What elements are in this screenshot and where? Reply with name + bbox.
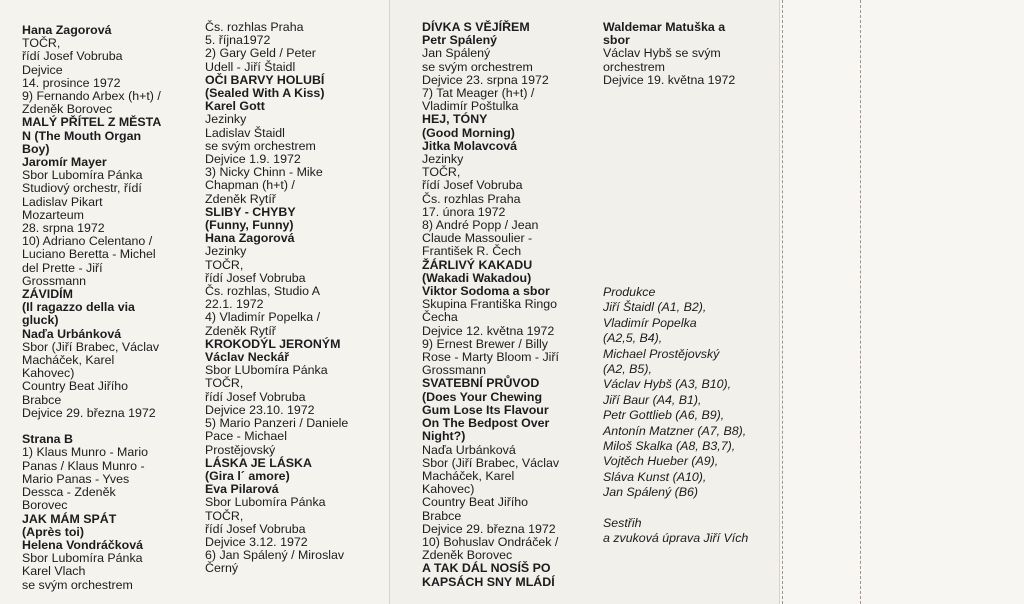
text-line: Rose - Marty Bloom - Jiří	[422, 350, 560, 365]
text-line: Ladislav Pikart	[22, 194, 103, 209]
bold-line: KAPSÁCH SNY MLÁDÍ	[422, 574, 555, 589]
text-line: Vladimír Poštulka	[422, 99, 519, 114]
text-line: Claude Massoulier -	[422, 231, 533, 246]
bold-line: OČI BARVY HOLUBÍ	[205, 72, 325, 87]
text-line: Udell - Jiří Štaidl	[205, 59, 296, 74]
text-line: TOČR,	[22, 36, 61, 51]
text-line: Grossmann	[22, 273, 87, 288]
text-column-2	[205, 21, 348, 576]
bold-line: JAK MÁM SPÁT	[22, 511, 117, 526]
text-line: Naďa Urbánková	[422, 442, 516, 457]
text-line: Macháček, Karel	[422, 468, 515, 483]
text-column-3	[422, 21, 559, 589]
bold-line: N (The Mouth Organ	[22, 128, 142, 143]
text-line: Country Beat Jiřího	[22, 379, 129, 394]
text-line: Čs. rozhlas Praha	[205, 20, 304, 34]
bold-line: (Gira l´ amore)	[205, 468, 290, 483]
bold-line: DÍVKA S VĚJÍŘEM	[422, 20, 530, 34]
text-line: Grossmann	[422, 363, 487, 378]
text-line: Produkce	[603, 285, 656, 299]
text-line: Vladimír Popelka	[603, 315, 697, 330]
text-line: Michael Prostějovský	[603, 346, 720, 361]
bold-line: Hana Zagorová	[22, 23, 112, 37]
text-line: 2) Gary Geld / Peter	[205, 46, 316, 61]
text-line: Sestřih	[603, 516, 642, 531]
text-line: Čecha	[422, 310, 458, 325]
text-line: se svým orchestrem	[422, 59, 533, 74]
text-line: Karel Vlach	[22, 564, 86, 579]
bold-line: (Good Morning)	[422, 125, 515, 140]
blank-line	[603, 501, 748, 516]
bold-line: SLIBY - CHYBY	[205, 204, 296, 219]
text-line: Jezinky	[422, 152, 464, 167]
text-line: 7) Tat Meager (h+t) /	[422, 86, 535, 101]
text-line: 3) Nicky Chinn - Mike	[205, 165, 323, 180]
text-line: Mozarteum	[22, 207, 84, 222]
text-line: Antonín Matzner (A7, B8),	[603, 423, 747, 438]
text-line: Jan Spálený (B6)	[603, 485, 699, 500]
text-line: Kahovec)	[22, 366, 75, 381]
text-line: řídí Josef Vobruba	[205, 521, 306, 536]
spine-line-1	[782, 0, 783, 604]
bold-line: MALÝ PŘÍTEL Z MĚSTA	[22, 115, 162, 130]
text-line: řídí Josef Vobruba	[422, 178, 523, 193]
text-line: Dejvice 23. srpna 1972	[422, 72, 549, 87]
text-line: Dejvice 29. března 1972	[22, 405, 156, 420]
text-line: Dejvice 12. května 1972	[422, 323, 555, 338]
text-line: Vojtěch Hueber (A9),	[603, 454, 719, 469]
bold-line: gluck)	[22, 313, 59, 328]
text-line: 9) Fernando Arbex (h+t) /	[22, 89, 161, 104]
text-line: Zdeněk Rytíř	[205, 191, 276, 206]
text-line: Ladislav Štaidl	[205, 125, 285, 140]
bold-line: Hana Zagorová	[205, 231, 295, 246]
bold-line: Waldemar Matuška a	[603, 20, 726, 34]
text-line: řídí Josef Vobruba	[205, 270, 306, 285]
text-line: se svým orchestrem	[22, 577, 133, 592]
text-line: TOČR,	[205, 376, 244, 391]
bold-line: (Après toi)	[22, 524, 84, 539]
text-column-1	[22, 24, 161, 592]
text-line: řídí Josef Vobruba	[205, 389, 306, 404]
text-line: Brabce	[422, 508, 462, 523]
text-line: Sbor LUbomíra Pánka	[205, 363, 328, 378]
text-line: (A2,5, B4),	[603, 331, 663, 346]
text-line: Miloš Skalka (A8, B3,7),	[603, 439, 736, 454]
spine-line-2	[860, 0, 861, 604]
text-line: Luciano Beretta - Michel	[22, 247, 156, 262]
bold-line: Karel Gott	[205, 99, 265, 114]
text-line: 5. října1972	[205, 33, 271, 48]
text-line: Pace - Michael	[205, 429, 287, 444]
text-line: 28. srpna 1972	[22, 221, 105, 236]
text-line: Panas / Klaus Munro -	[22, 458, 145, 473]
bold-line: A TAK DÁL NOSÍŠ PO	[422, 561, 551, 576]
text-line: 10) Bohuslav Ondráček /	[422, 534, 559, 549]
bold-line: ŽÁRLIVÝ KAKADU	[422, 257, 533, 272]
text-line: Prostějovský	[205, 442, 276, 457]
text-line: orchestrem	[603, 59, 665, 74]
text-line: TOČR,	[205, 257, 244, 272]
text-line: Jiří Štaidl (A1, B2),	[603, 300, 707, 315]
bold-line: (Sealed With A Kiss)	[205, 86, 325, 101]
bold-line: Strana B	[22, 432, 73, 447]
text-line: 8) André Popp / Jean	[422, 218, 539, 233]
text-line: 1) Klaus Munro - Mario	[22, 445, 149, 460]
text-line: 17. února 1972	[422, 204, 506, 219]
text-line: Petr Gottlieb (A6, B9),	[603, 408, 725, 423]
text-line: Country Beat Jiřího	[422, 495, 529, 510]
text-line: a zvuková úprava Jiří Vích	[603, 531, 749, 546]
bold-line: Eva Pilarová	[205, 482, 279, 497]
bold-line: SVATEBNÍ PRŮVOD	[422, 376, 540, 391]
text-line: Skupina Františka Ringo	[422, 297, 557, 312]
text-line: 22.1. 1972	[205, 297, 264, 312]
text-line: Mario Panas - Yves	[22, 471, 130, 486]
text-line: Studiový orchestr, řídí	[22, 181, 142, 196]
production-credits	[603, 285, 748, 547]
text-line: Dejvice 19. května 1972	[603, 72, 736, 87]
text-line: Sláva Kunst (A10),	[603, 469, 707, 484]
text-line: Sbor (Jiří Brabec, Václav	[422, 455, 560, 470]
text-line: Čs. rozhlas Praha	[422, 191, 521, 206]
bold-line: sbor	[603, 33, 630, 48]
bold-line: Jaromír Mayer	[22, 155, 107, 170]
text-line: TOČR,	[422, 165, 461, 180]
text-line: Chapman (h+t) /	[205, 178, 295, 193]
bold-line: Václav Neckář	[205, 350, 290, 365]
text-line: Macháček, Karel	[22, 353, 115, 368]
text-line: TOČR,	[205, 508, 244, 523]
text-line: Václav Hybš se svým	[603, 46, 721, 61]
fold-line-left	[389, 0, 390, 604]
text-line: Zdeněk Borovec	[422, 548, 513, 563]
bold-line: KROKODÝL JERONÝM	[205, 336, 341, 351]
bold-line: Helena Vondráčková	[22, 537, 143, 552]
text-line: Zdeněk Borovec	[22, 102, 113, 117]
spine-panel	[780, 0, 1024, 604]
text-line: (A2, B5),	[603, 362, 652, 377]
text-line: František R. Čech	[422, 244, 522, 259]
text-line: Jezinky	[205, 244, 247, 259]
text-line: 5) Mario Panzeri / Daniele	[205, 416, 349, 431]
text-line: Sbor Lubomíra Pánka	[22, 168, 143, 183]
text-line: Dejvice 1.9. 1972	[205, 152, 301, 167]
text-line: Brabce	[22, 392, 62, 407]
text-line: se svým orchestrem	[205, 138, 316, 153]
text-line: 10) Adriano Celentano /	[22, 234, 153, 249]
text-line: řídí Josef Vobruba	[22, 49, 123, 64]
bold-line: (Funny, Funny)	[205, 218, 294, 233]
text-column-4	[603, 21, 735, 87]
text-line: Kahovec)	[422, 482, 475, 497]
bold-line: Naďa Urbánková	[22, 326, 122, 341]
text-line: 9) Ernest Brewer / Billy	[422, 336, 549, 351]
bold-line: (Il ragazzo della via	[22, 300, 135, 315]
bold-line: ZÁVIDÍM	[22, 287, 73, 302]
bold-line: LÁSKA JE LÁSKA	[205, 455, 312, 470]
text-line: Václav Hybš (A3, B10),	[603, 377, 732, 392]
bold-line: HEJ, TÓNY	[422, 112, 488, 127]
text-line: Dessca - Zdeněk	[22, 485, 116, 500]
text-line: Borovec	[22, 498, 68, 513]
bold-line: (Wakadi Wakadou)	[422, 270, 532, 285]
text-line: Jan Spálený	[422, 46, 491, 61]
text-line: Zdeněk Rytíř	[205, 323, 276, 338]
text-line: 6) Jan Spálený / Miroslav	[205, 548, 345, 563]
text-line: 4) Vladimír Popelka /	[205, 310, 321, 325]
bold-line: On The Bedpost Over	[422, 416, 550, 431]
bold-line: Night?)	[422, 429, 466, 444]
bold-line: Jitka Molavcová	[422, 138, 518, 153]
text-line: 14. prosince 1972	[22, 75, 121, 90]
bold-line: Petr Spálený	[422, 33, 498, 48]
text-line: Dejvice 3.12. 1972	[205, 534, 308, 549]
fold-line-right	[779, 0, 780, 604]
text-line: Dejvice	[22, 62, 63, 77]
text-line: Čs. rozhlas, Studio A	[205, 284, 321, 299]
bold-line: Viktor Sodoma a sbor	[422, 284, 550, 299]
text-line: Sbor Lubomíra Pánka	[22, 551, 143, 566]
text-line: Sbor Lubomíra Pánka	[205, 495, 326, 510]
bold-line: (Does Your Chewing	[422, 389, 543, 404]
bold-line: Gum Lose Its Flavour	[422, 402, 549, 417]
text-line: Dejvice 23.10. 1972	[205, 402, 315, 417]
text-line: Dejvice 29. března 1972	[422, 521, 556, 536]
bold-line: Boy)	[22, 141, 50, 156]
text-line: Jiří Baur (A4, B1),	[603, 392, 702, 407]
text-line: del Prette - Jiří	[22, 260, 103, 275]
text-line: Černý	[205, 561, 239, 576]
text-line: Sbor (Jiří Brabec, Václav	[22, 339, 160, 354]
text-line: Jezinky	[205, 112, 247, 127]
